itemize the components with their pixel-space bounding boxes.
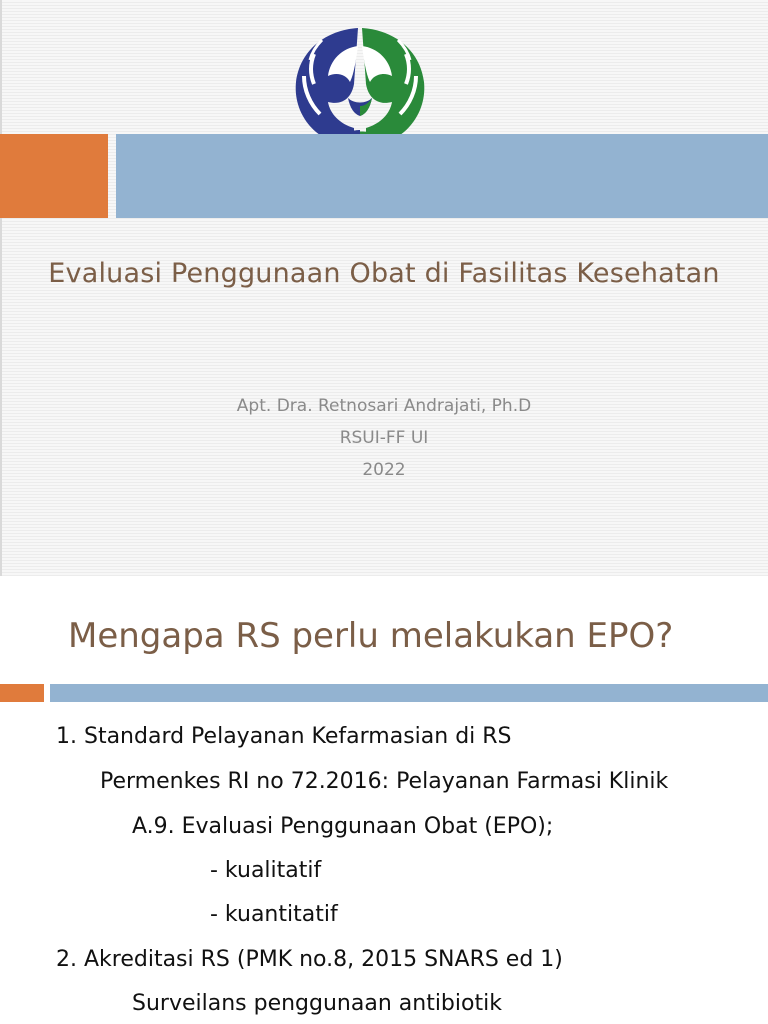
presentation-title: Evaluasi Penggunaan Obat di Fasilitas Kesehatan (48, 258, 720, 289)
list-subitem-surveilans: Surveilans penggunaan antibiotik (132, 991, 502, 1016)
heading-accent-blue-bar (50, 684, 768, 702)
list-item-akreditasi: 2. Akreditasi RS (PMK no.8, 2015 SNARS ed 1) (56, 947, 563, 972)
slide-heading: Mengapa RS perlu melakukan EPO? (68, 616, 674, 656)
list-subitem-permenkes: Permenkes RI no 72.2016: Pelayanan Farmasi Klinik (100, 769, 669, 794)
title-accent-blue-bar (116, 134, 768, 218)
heading-accent-orange-bar (0, 684, 44, 702)
list-subitem-epo: A.9. Evaluasi Penggunaan Obat (EPO); (132, 814, 554, 839)
title-accent-orange-bar (0, 134, 108, 218)
list-subitem-kuantitatif: - kuantitatif (210, 902, 338, 927)
presentation-year: 2022 (362, 460, 406, 480)
presenter-institution: RSUI-FF UI (339, 428, 429, 448)
list-item-standard: 1. Standard Pelayanan Kefarmasian di RS (56, 724, 512, 749)
content-slide (0, 576, 768, 1024)
list-subitem-kualitatif: - kualitatif (210, 858, 322, 883)
presenter-name: Apt. Dra. Retnosari Andrajati, Ph.D (236, 396, 532, 416)
